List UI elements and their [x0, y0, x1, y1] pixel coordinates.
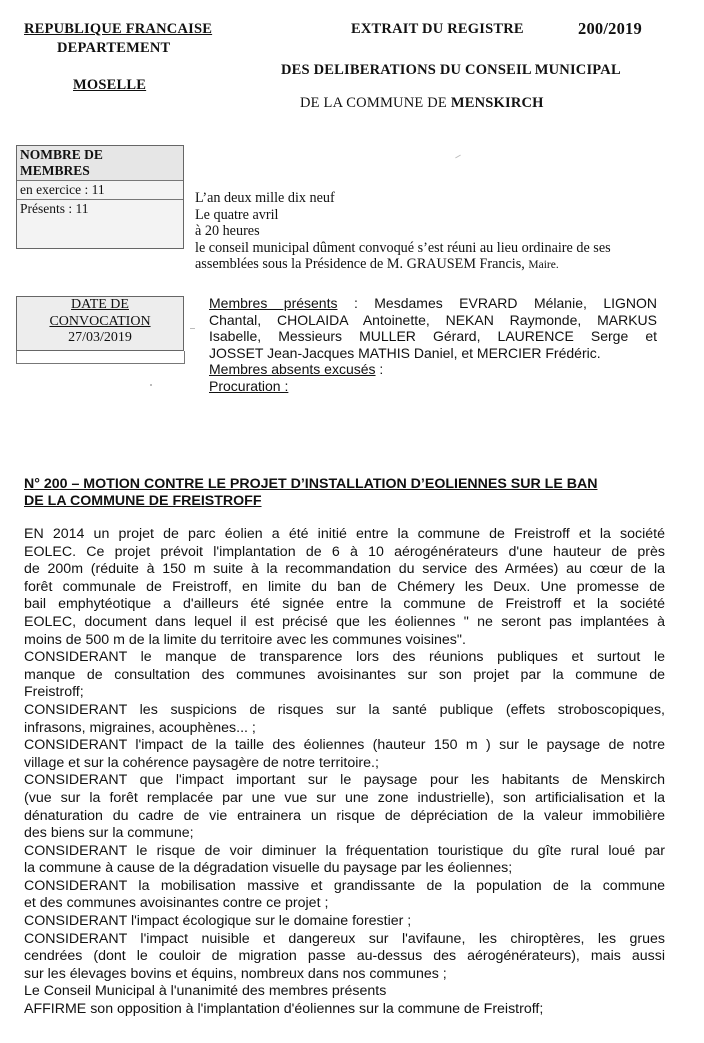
body-line: infrasons, migraines, acouphènes... ; [24, 719, 256, 736]
body-line: CONSIDERANT l'impact de la taille des éoliennes (hauteur 150 m ) sur le paysage de notre [24, 737, 665, 754]
commune-prefix: DE LA COMMUNE DE [300, 95, 447, 111]
body-line: CONSIDERANT le manque de transparence lors des réunions publiques et surtout le [24, 649, 665, 666]
motion-title-line2: DE LA COMMUNE DE FREISTROFF [24, 493, 262, 509]
deliberations-label: DES DELIBERATIONS DU CONSEIL MUNICIPAL [281, 62, 621, 78]
body-line: (vue sur la forêt remplacée par une vue sur une zone industrielle), son artificialisation et la [24, 789, 665, 806]
session-line-last [195, 256, 665, 274]
body-line: CONSIDERANT que l'impact important sur le paysage pour les habitants de Menskirch [24, 772, 665, 789]
membres-box [16, 145, 184, 249]
session-line: à 20 heures [195, 223, 260, 239]
presents-count: Présents : 11 [17, 199, 183, 248]
body-line: village et sur la cohérence paysagère de notre territoire.; [24, 754, 379, 771]
body-line: et des communes avoisinantes contre ce projet ; [24, 895, 329, 912]
session-line: le conseil municipal dûment convoqué s’est réuni au lieu ordinaire de ses [195, 239, 611, 256]
procuration-colon: : [284, 377, 289, 394]
date-label: DATE DE [71, 297, 129, 312]
membres-presents-label: Membres présents [209, 295, 338, 311]
scan-speck [190, 328, 195, 329]
body-line: forêt communale de Freistroff, en limite du ban de Chémery les Deux. Une promesse de [24, 578, 665, 595]
body-line: moins de 500 m de la limite du territoire avec les communes voisines". [24, 631, 466, 648]
body-line: EN 2014 un projet de parc éolien a été initié entre la commune de Freistroff et la société [24, 526, 665, 542]
members-line [209, 295, 657, 312]
body-line: EOLEC, document dans lequel il est précisé que les éoliennes " ne seront pas implantées à [24, 613, 665, 630]
body-line: Le Conseil Municipal à l'unanimité des membres présents [24, 983, 387, 1000]
moselle-label: MOSELLE [73, 77, 147, 93]
body-line: AFFIRME son opposition à l'implantation d'éoliennes sur la commune de Freistroff; [24, 1001, 544, 1018]
members-absents [209, 361, 657, 378]
members-names-1: : Mesdames EVRARD Mélanie, LIGNON [353, 295, 658, 311]
scan-speck [150, 384, 152, 386]
body-line: CONSIDERANT l'impact nuisible et dangereux sur l'avifaune, les chiroptères, les grues [24, 930, 665, 947]
body-line: de 200m (réduite à 150 m suite à la recommandation du service des Armées) au cœur de la [24, 561, 665, 578]
motion-body [24, 526, 665, 1019]
commune-line [300, 95, 544, 112]
departement-label: DEPARTEMENT [57, 40, 171, 56]
body-line: sur les élevages bovins et équins, nombreux dans nos communes ; [24, 965, 447, 982]
members-line: Chantal, CHOLAIDA Antoinette, NEKAN Raymonde, MARKUS [209, 311, 657, 328]
commune-name: MENSKIRCH [450, 95, 544, 111]
membres-absents-label: Membres absents excusés [209, 361, 376, 377]
session-block [195, 190, 665, 274]
maire-label: Maire. [528, 259, 559, 271]
body-line: Freistroff; [24, 684, 84, 701]
body-line: bail emphytéotique a d'ailleurs été signée entre la commune de Freistroff et la société [24, 596, 665, 613]
session-president: assemblées sous la Présidence de M. GRAUSEM Francis, [195, 256, 525, 272]
extrait-registre: EXTRAIT DU REGISTRE [351, 21, 524, 37]
motion-title-line1: N° 200 – MOTION CONTRE LE PROJET D’INSTALLATION D’EOLIENNES SUR LE BAN [24, 476, 598, 492]
date-box-footer [16, 351, 185, 364]
members-line: JOSSET Jean-Jacques MATHIS Daniel, et MERCIER Frédéric. [209, 344, 601, 361]
body-line: manque de consultation des communes avoisinantes sur son projet par la commune de [24, 666, 665, 683]
body-line: EOLEC. Ce projet prévoit l'implantation de 6 à 10 aérogénérateurs d'une hauteur de près [24, 543, 665, 560]
session-line: Le quatre avril [195, 206, 279, 223]
members-block [209, 295, 657, 394]
membres-box-title [17, 146, 183, 180]
date-convocation-box [16, 296, 184, 351]
motion-title [24, 476, 664, 510]
members-line: Isabelle, Messieurs MULLER Gérard, LAURENCE Serge et [209, 328, 657, 344]
procuration [209, 378, 657, 395]
scan-speck [455, 155, 461, 159]
body-line: la commune à cause de la dégradation visuelle du paysage par les éoliennes; [24, 860, 513, 877]
membres-absents-colon: : [375, 361, 384, 377]
republique-francaise: REPUBLIQUE FRANCAISE [24, 21, 213, 37]
body-line: CONSIDERANT les suspicions de risques sur la santé publique (effets stroboscopiques, [24, 701, 665, 718]
body-line: CONSIDERANT l'impact écologique sur le domaine forestier ; [24, 913, 412, 930]
body-line: CONSIDERANT le risque de voir diminuer la fréquentation touristique du gîte rural loué par [24, 842, 665, 859]
body-line: CONSIDERANT la mobilisation massive et grandissante de la population de la commune [24, 877, 665, 894]
membres-title-line2: MEMBRES [20, 163, 90, 178]
deliberation-number: 200/2019 [578, 19, 642, 38]
body-line: dénaturation du cadre de vie entrainera un risque de dépréciation de la valeur immobilière [24, 807, 665, 824]
convocation-date: 27/03/2019 [68, 330, 132, 345]
procuration-label: Procuration [209, 377, 285, 394]
session-line: L’an deux mille dix neuf [195, 190, 335, 206]
en-exercice: en exercice : 11 [17, 180, 183, 199]
body-line: des biens sur la commune; [24, 825, 194, 842]
body-line: cendrées (dont le couloir de migration passe au-dessus des aérogénérateurs), mais aussi [24, 948, 665, 965]
convocation-label: CONVOCATION [49, 313, 151, 329]
membres-title-line1: NOMBRE DE [20, 147, 103, 162]
